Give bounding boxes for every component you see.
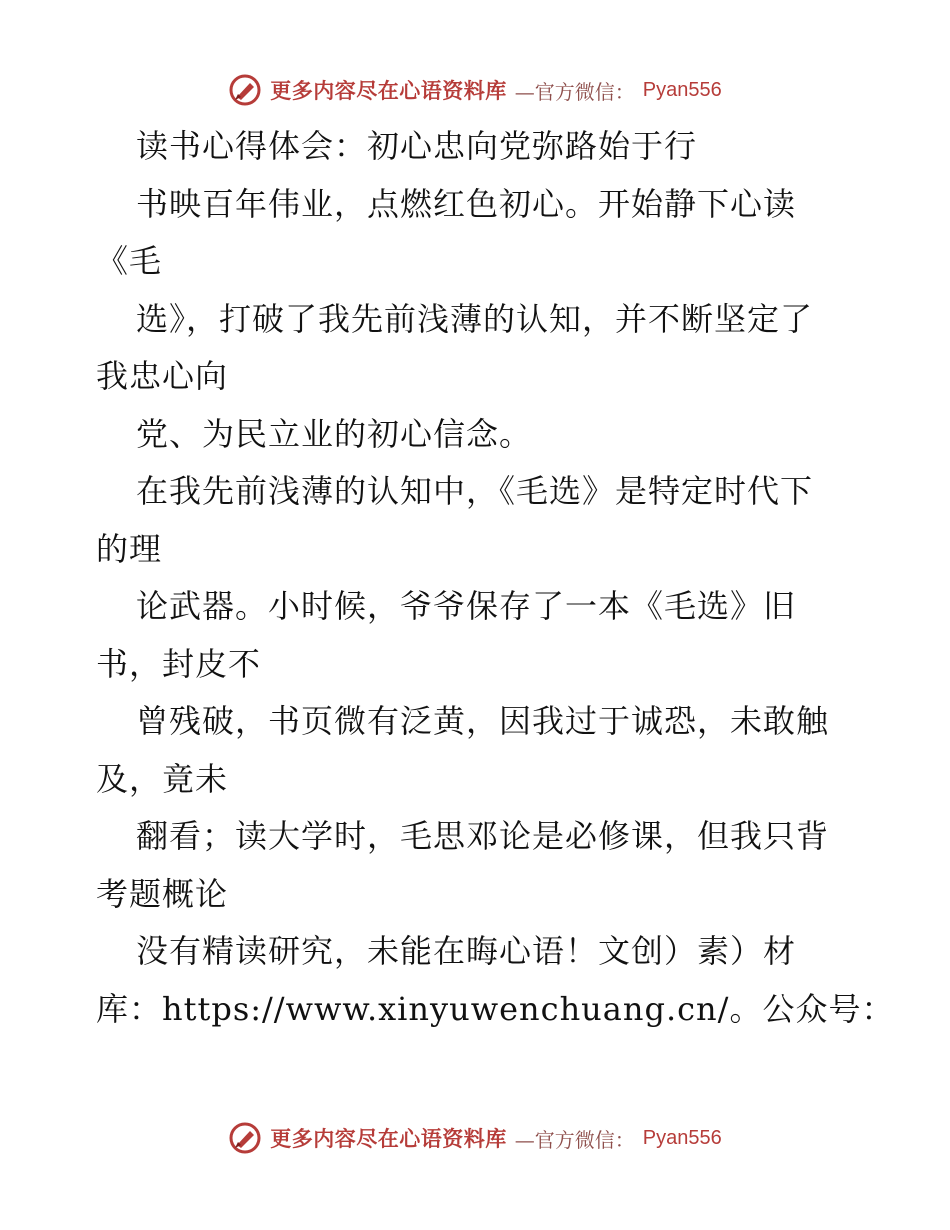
footer-banner-suffix: —官方微信： (514, 1127, 635, 1152)
paragraph-line: 的理 (96, 529, 163, 568)
pen-nib-logo-icon (228, 1121, 262, 1155)
paragraph-line: 书映百年伟业，点燃红色初心。开始静下心读 (136, 184, 797, 223)
paragraph-line: 及，竟未 (96, 759, 229, 798)
paragraph-line: 我忠心向 (96, 357, 229, 395)
header-banner-id: Pyan556 (642, 78, 722, 101)
paragraph-line: 《毛 (96, 242, 163, 280)
paragraph-line: 曾残破，书页微有泛黄，因我过于诚恐，未敢触 (136, 702, 830, 740)
paragraph-line: 论武器。小时候，爷爷保存了一本《毛选》旧 (136, 587, 797, 625)
paragraph-line: 在我先前浅薄的认知中，《毛选》是特定时代下 (136, 472, 814, 510)
pen-nib-logo-icon (228, 73, 262, 107)
footer-banner (0, 1118, 950, 1158)
paragraph-line: 没有精读研究，未能在晦心语！文创）素）材 (136, 932, 797, 970)
footer-banner-id: Pyan556 (642, 1126, 722, 1149)
paragraph-line: 书，封皮不 (96, 644, 262, 683)
paragraph-line: 考题概论 (96, 874, 229, 913)
document-title: 读书心得体会：初心忠向党弥路始于行 (136, 127, 698, 165)
header-banner-suffix: —官方微信： (514, 79, 635, 104)
paragraph-line: 选》，打破了我先前浅薄的认知，并不断坚定了 (136, 299, 814, 338)
paragraph-line: 翻看；读大学时，毛思邓论是必修课，但我只背 (136, 817, 830, 855)
paragraph-line-url: 库：https://www.xinyuwenchuang.cn/。公众号： (96, 989, 895, 1028)
document-body (96, 118, 895, 1038)
header-banner-text: 更多内容尽在心语资料库 (270, 78, 507, 103)
header-banner (0, 70, 950, 110)
footer-banner-text: 更多内容尽在心语资料库 (270, 1126, 507, 1151)
paragraph-line: 党、为民立业的初心信念。 (136, 414, 533, 453)
